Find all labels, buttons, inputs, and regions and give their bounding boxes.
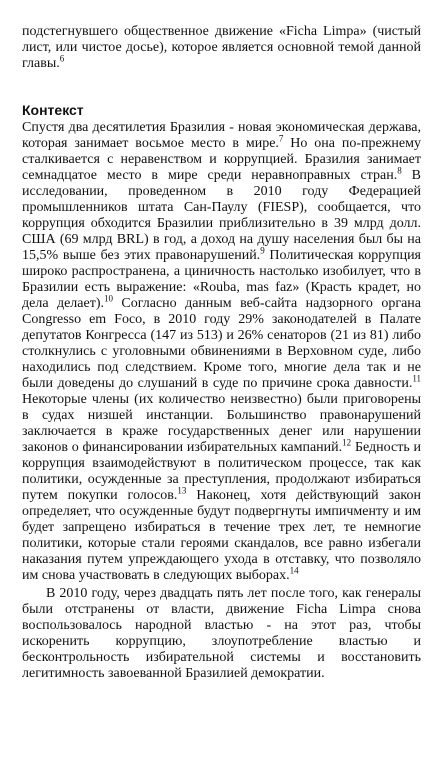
footnote-ref: 13 <box>177 485 187 496</box>
footnote-ref: 7 <box>278 133 284 144</box>
footnote-ref: 11 <box>412 373 421 384</box>
sentence: В исследовании, проведенном в 2010 году Федерацией промышленников штата Сан-Паулу (FIESP), сообщается, что коррупция обходится Бразилии приблизительно в 39 млрд долл. США (69 млрд BRL) в год, а доход на душу населения был бы на 15,5% выше без этих правонарушений. <box>22 168 422 263</box>
sentence: Спустя два десятилетия Бразилия - новая экономическая держава, которая занимает восьмое место в мире. <box>22 120 421 151</box>
footnote-ref: 8 <box>397 165 402 176</box>
sentence: Наконец, хотя действующий закон определяет, что осужденные будут подвергнуты импичменту и им будет запрещено избираться в течение трех лет, те немногие политики, которые стали героями скандалов, все равно избегали наказания путем упреждающего ухода в отставку, что позволяло им снова участвовать в следующих выборах. <box>22 488 421 583</box>
footnote-ref: 14 <box>289 565 299 576</box>
footnote-ref: 9 <box>260 245 265 256</box>
sentence: Согласно данным веб-сайта надзорного органа Congresso em Foco, в 2010 году 29% законодателей в Палате депутатов Конгресса (147 из 513) и 26% сенаторов (21 из 81) либо столкнулись с уголовными обвинениями в Верховном суде, либо находились под следствием. Кроме того, многие дела так и не были доведены до слушаний в суде по причине срока давности. <box>22 296 421 391</box>
footnote-ref: 12 <box>342 437 352 448</box>
sentence: Некоторые члены (их количество неизвестно) были приговорены в судах низшей инстанции. Большинство правонарушений заключается в краже государственных денег или нарушении законов о финансировании избирательных кампаний. <box>22 392 421 455</box>
intro-paragraph <box>22 24 421 72</box>
sentence: Бедность и коррупция взаимодействуют в политическом процессе, так как политики, осужденные за преступления, продолжают избираться путем покупки голосов. <box>22 440 421 503</box>
context-paragraph <box>22 120 421 584</box>
footnote-ref: 10 <box>103 293 113 304</box>
movement-paragraph: В 2010 году, через двадцать пять лет после того, как генералы были отстранены от власти, движение Ficha Limpa снова воспользовалось народной властью - на этот раз, чтобы искоренить коррупцию, злоупотребление властью и бесконтрольность избирательной системы и восстановить легитимность завоеванной Бразилией демократии. <box>22 586 421 681</box>
intro-text: подстегнувшего общественное движение «Ficha Limpa» (чистый лист, или чистое досье), которое является основной темой данной главы. <box>22 24 421 71</box>
section-heading: Контекст <box>22 102 84 118</box>
sentence: Политическая коррупция широко распространена, а циничность настолько изобилует, что в Бразилии есть выражение: «Rouba, mas faz» (Красть крадет, но дела делает). <box>22 248 421 311</box>
footnote-ref: 6 <box>59 53 65 64</box>
sentence: Но она по-прежнему сталкивается с неравенством и коррупцией. Бразилия занимает семнадцатое место в мире среди неравноправных стран. <box>22 136 421 183</box>
